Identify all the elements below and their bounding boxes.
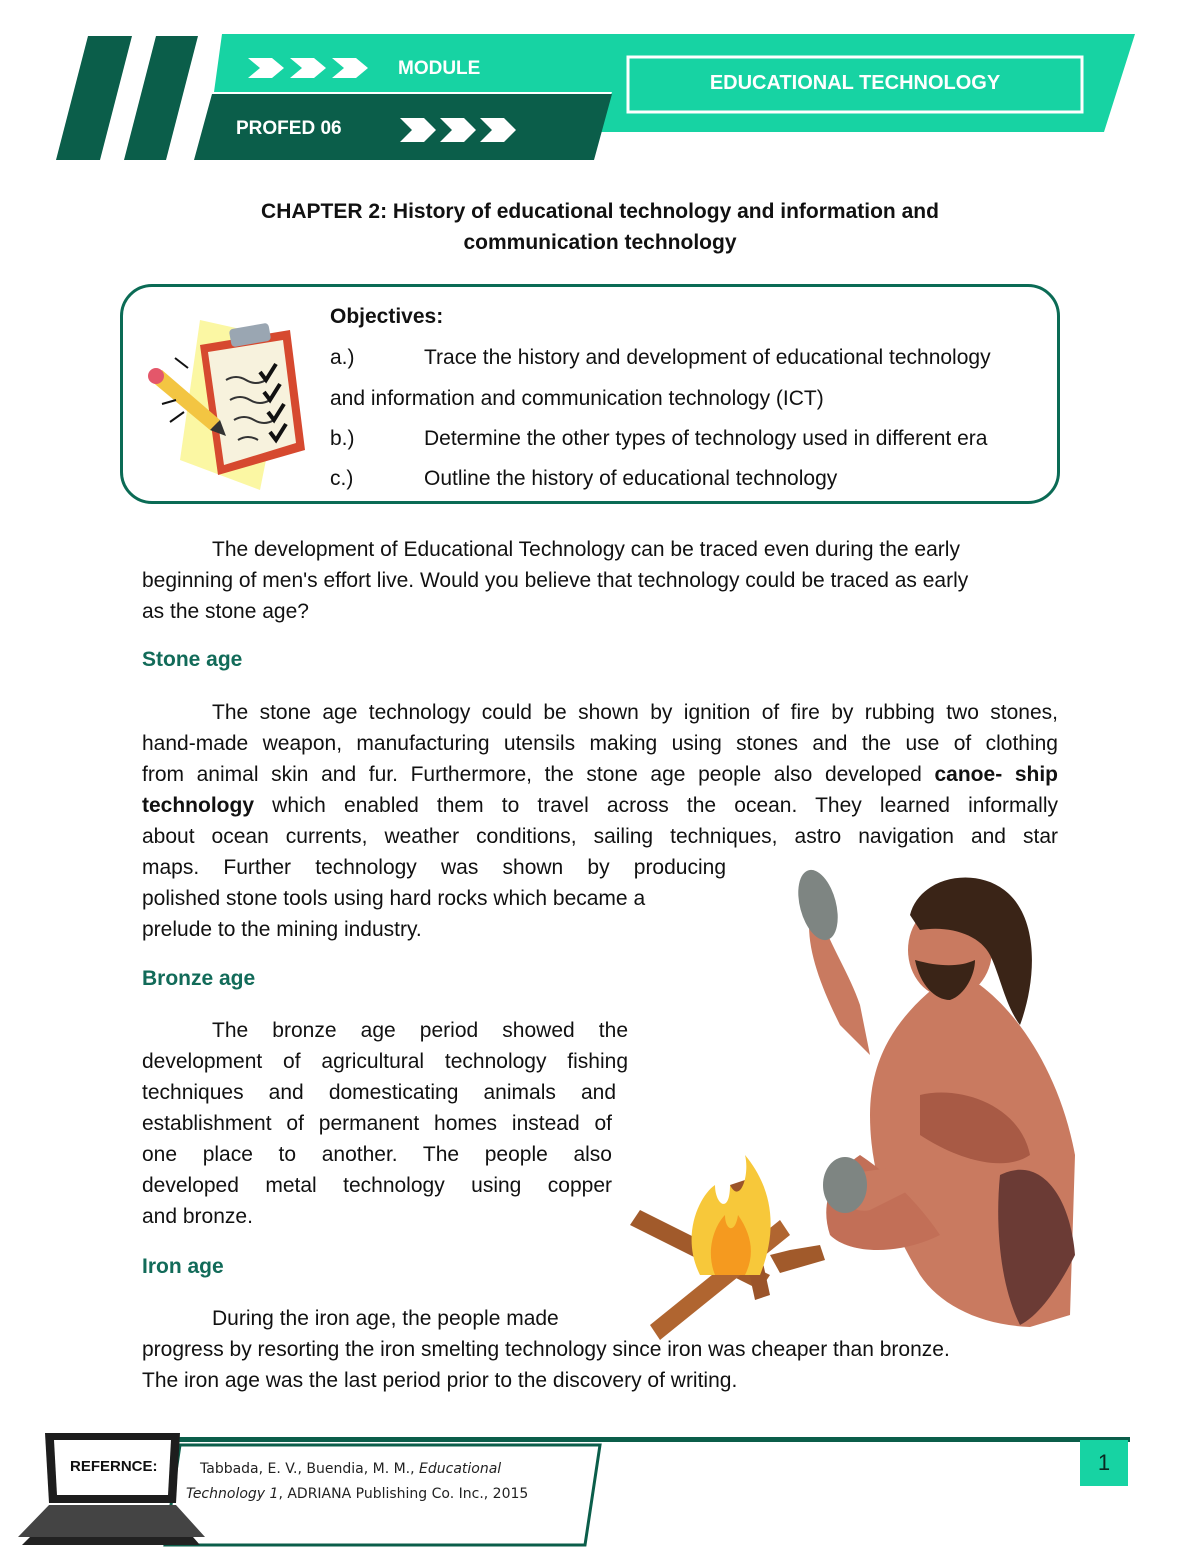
- reference-publisher: , ADRIANA Publishing Co. Inc., 2015: [278, 1486, 529, 1502]
- campfire-icon: [630, 1155, 825, 1340]
- objective-a-text: Trace the history and development of educational technology: [424, 346, 991, 369]
- stone-upper-icon: [791, 866, 844, 945]
- objectives-heading: Objectives:: [330, 305, 444, 328]
- iron-line2: progress by resorting the iron smelting technology since iron was cheaper than bronze.: [142, 1338, 950, 1361]
- stone-line2: hand-made weapon, manufacturing utensils making using stones and the use of clothing: [142, 732, 1058, 755]
- stone-line4: [142, 790, 1058, 821]
- bronze-line6: developed metal technology using copper: [142, 1174, 612, 1197]
- objective-b-label: b.): [330, 427, 355, 450]
- profed-chevrons-icon: [400, 118, 516, 142]
- reference-line2: [186, 1486, 528, 1502]
- iron-line1: During the iron age, the people made: [212, 1307, 559, 1330]
- chapter-prefix: CHAPTER 2:: [261, 200, 388, 223]
- reference-line1: [200, 1461, 501, 1477]
- intro-paragraph: [142, 534, 1058, 627]
- chapter-title: [150, 196, 1050, 258]
- objective-b-text: Determine the other types of technology used in different era: [424, 427, 988, 450]
- objective-b: [330, 427, 987, 451]
- stone-lower-icon: [823, 1157, 867, 1213]
- stone-line1: The stone age technology could be shown by ignition of fire by rubbing two stones,: [212, 701, 1058, 724]
- stone-line3: [142, 759, 1058, 790]
- module-label: MODULE: [398, 58, 481, 79]
- footer-banner: [0, 1425, 1200, 1553]
- stone-age-heading: Stone age: [142, 648, 243, 671]
- bronze-line7: and bronze.: [142, 1205, 253, 1228]
- stone-line7: polished stone tools using hard rocks which became a: [142, 887, 646, 910]
- intro-line3: as the stone age?: [142, 600, 309, 623]
- chapter-title-line1: History of educational technology and information and: [387, 200, 939, 223]
- bronze-line4: establishment of permanent homes instead of: [142, 1112, 612, 1135]
- page-number: 1: [1080, 1440, 1128, 1486]
- bronze-line5: one place to another. The people also: [142, 1143, 612, 1166]
- stone-line4a: technology: [142, 794, 255, 817]
- bronze-age-heading: Bronze age: [142, 967, 256, 990]
- laptop-icon: [18, 1433, 205, 1545]
- stone-line4b: which enabled them to travel across the ocean. They learned informally: [254, 794, 1058, 817]
- clipboard-checklist-icon: [140, 300, 320, 500]
- objective-a-label: a.): [330, 346, 355, 369]
- objective-a-cont-text: and information and communication technology (ICT): [330, 387, 824, 410]
- bronze-age-paragraph: [142, 1015, 628, 1232]
- objective-c: [330, 467, 837, 491]
- course-code: PROFED 06: [236, 118, 342, 139]
- footer-top-line: [150, 1437, 1130, 1442]
- stone-line3a: from animal skin and fur. Furthermore, the stone age people also developed: [142, 763, 935, 786]
- objective-c-text: Outline the history of educational technology: [424, 467, 838, 490]
- iron-line3: The iron age was the last period prior to the discovery of writing.: [142, 1369, 738, 1392]
- intro-line1: The development of Educational Technology can be traced even during the early: [212, 538, 960, 561]
- reference-title1: Educational: [419, 1461, 502, 1477]
- stone-line5: about ocean currents, weather conditions, sailing techniques, astro navigation and star: [142, 825, 1058, 848]
- reference-authors: Tabbada, E. V., Buendia, M. M.,: [200, 1461, 420, 1477]
- header-slash-2: [124, 36, 198, 160]
- stone-line8: prelude to the mining industry.: [142, 918, 422, 941]
- stone-line6: maps. Further technology was shown by producing: [142, 856, 726, 879]
- header-slash-1: [56, 36, 132, 160]
- bronze-line2: development of agricultural technology fishing: [142, 1050, 628, 1073]
- objective-c-label: c.): [330, 467, 354, 490]
- intro-line2: beginning of men's effort live. Would you believe that technology could be traced as early: [142, 569, 969, 592]
- objective-a-cont: [330, 387, 824, 411]
- subject-title: EDUCATIONAL TECHNOLOGY: [709, 72, 1001, 94]
- chapter-title-line2: communication technology: [463, 231, 737, 254]
- module-chevrons-icon: [248, 58, 368, 78]
- objective-a: [330, 346, 991, 370]
- reference-title2: Technology 1: [186, 1486, 279, 1502]
- caveman-campfire-illustration: [620, 855, 1090, 1365]
- reference-label: REFERNCE:: [70, 1458, 158, 1475]
- bronze-line1: The bronze age period showed the: [212, 1019, 628, 1042]
- iron-age-heading: Iron age: [142, 1255, 224, 1278]
- stone-line3b: canoe- ship: [934, 763, 1058, 786]
- bronze-line3: techniques and domesticating animals and: [142, 1081, 616, 1104]
